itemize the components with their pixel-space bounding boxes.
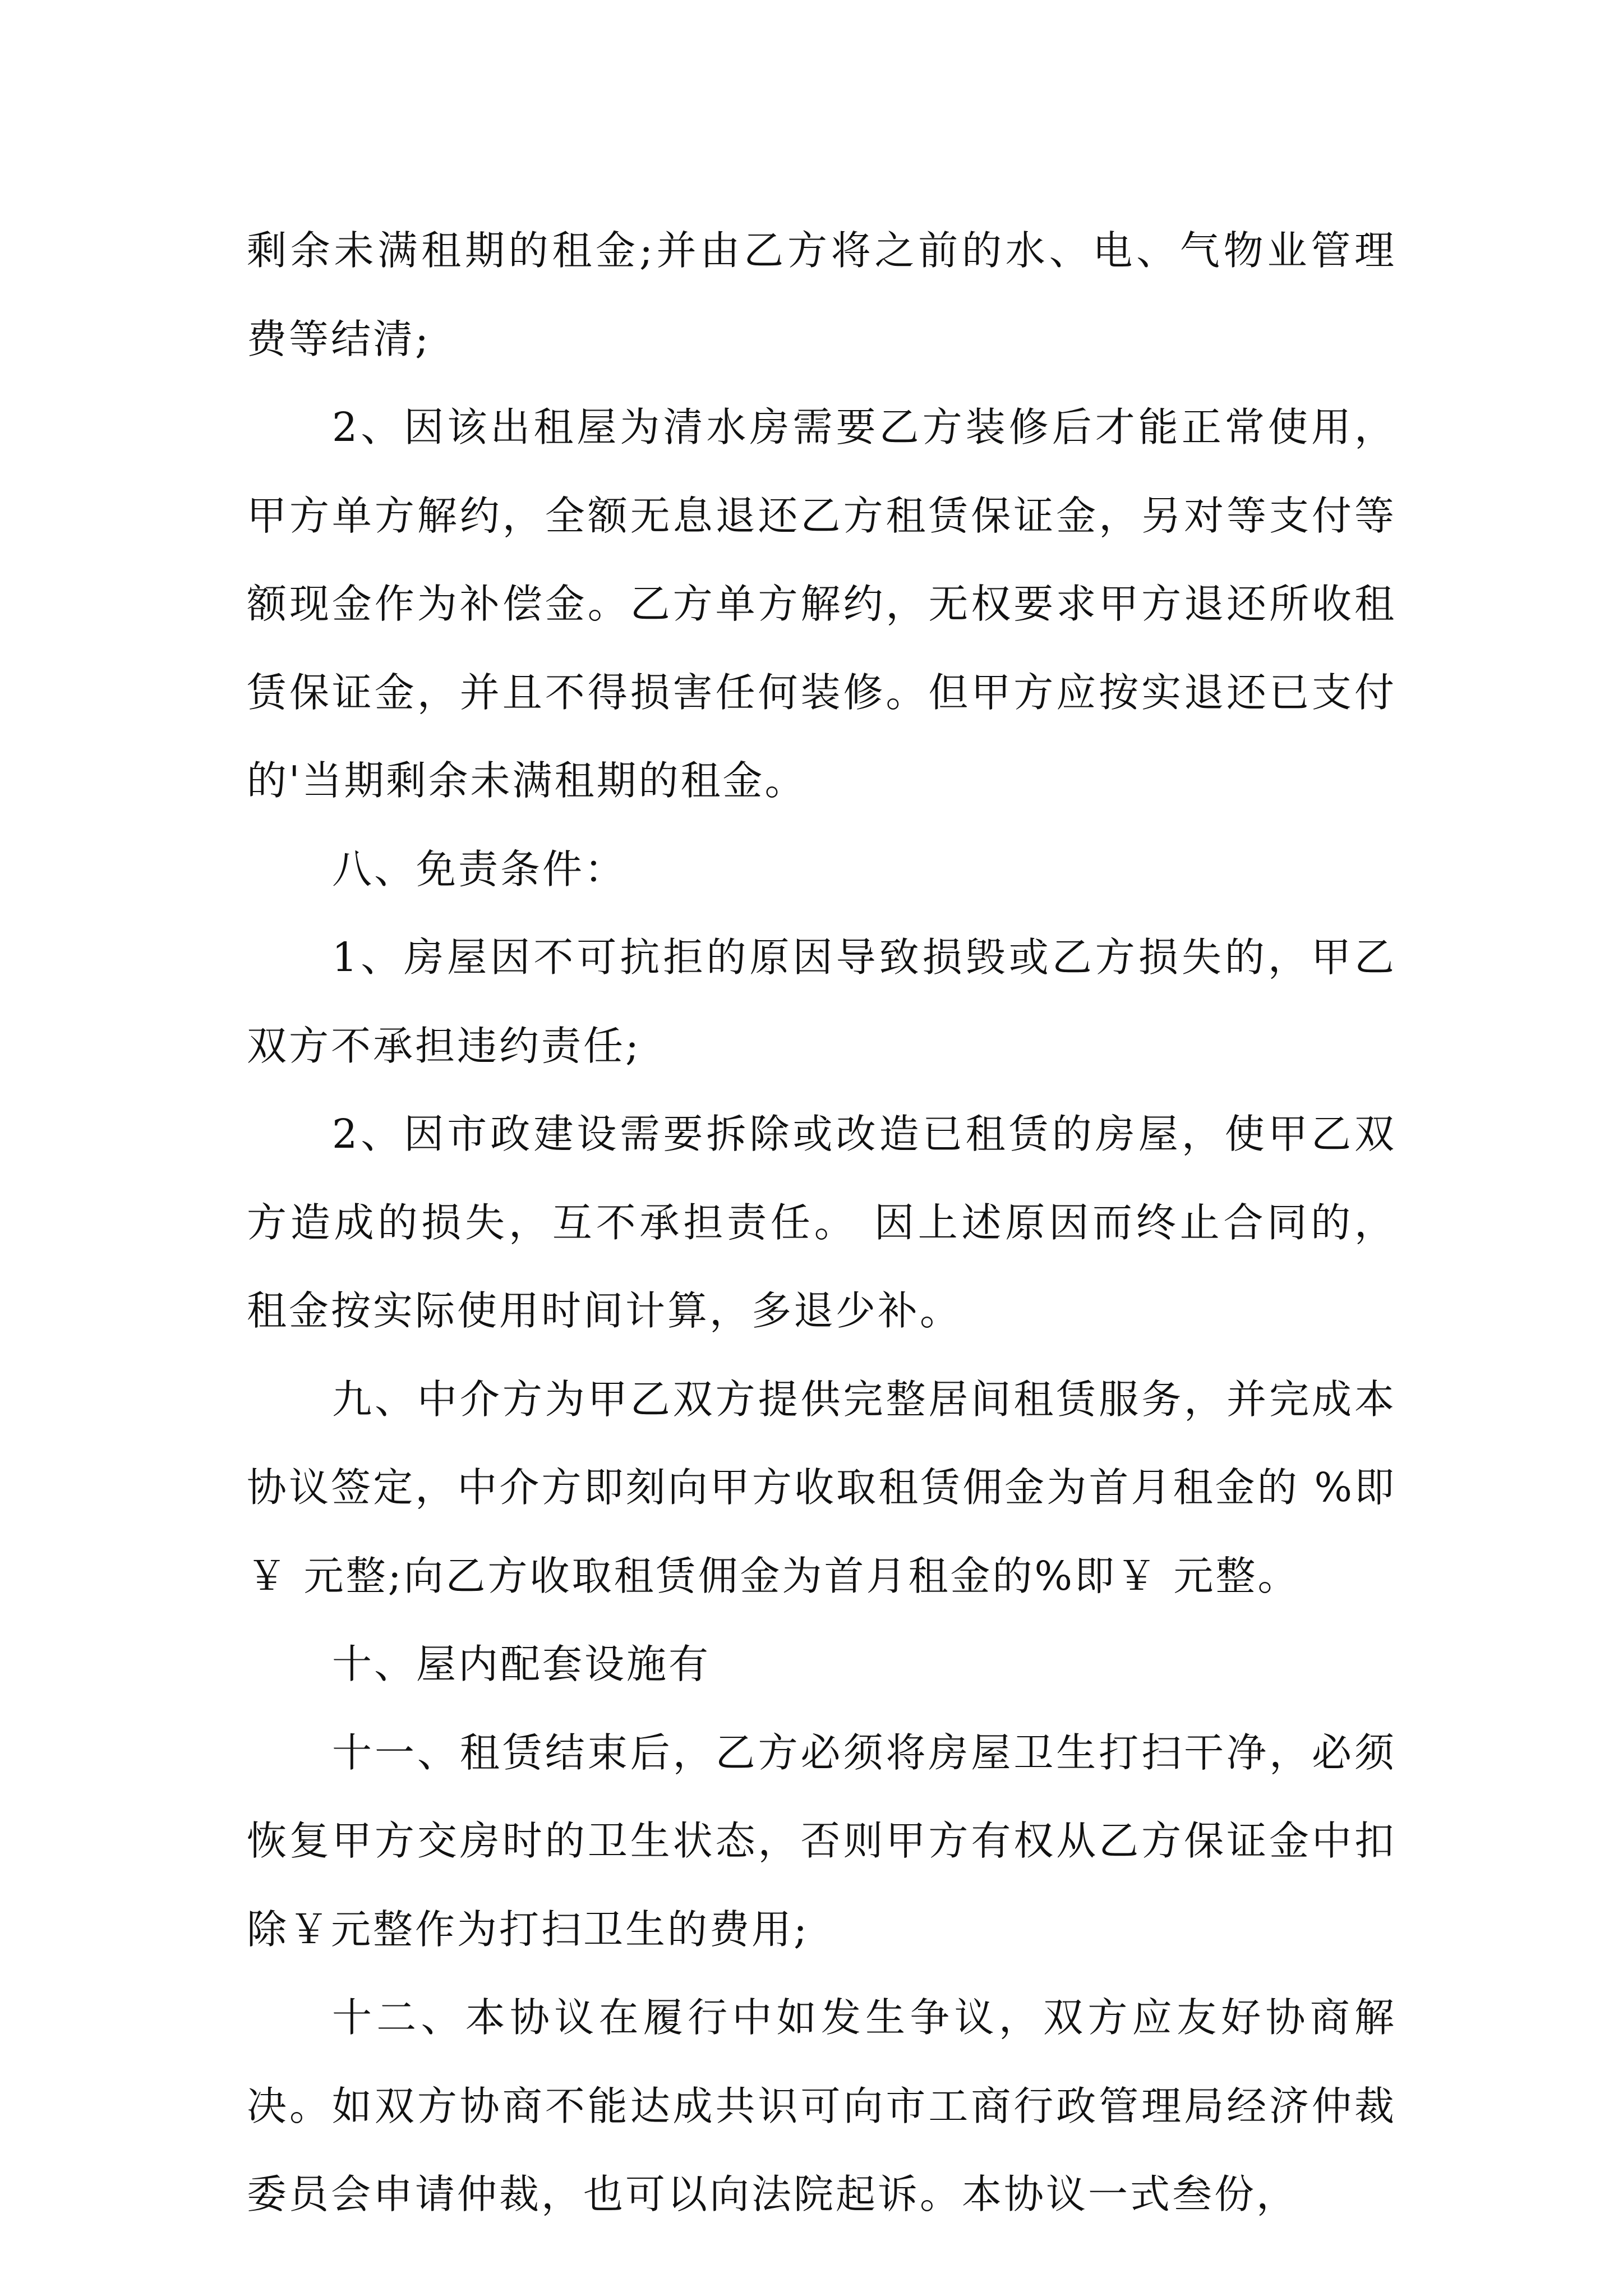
section-heading-8: 八、免责条件： [332,845,627,892]
paragraph-continuation: 剩余未满租期的租金;并由乙方将之前的水、电、气物业管理费等结清; [247,227,1396,362]
paragraph-clause-12: 十二、本协议在履行中如发生争议，双方应友好协商解决。如双方协商不能达成共识可向市工商行政管理局经济仲裁委员会申请仲裁，也可以向法院起诉。本协议一式叁份， [247,1994,1396,2217]
paragraph-clause-9: 九、中介方为甲乙双方提供完整居间租赁服务，并完成本协议签定，中介方即刻向甲方收取租赁佣金为首月租金的 %即￥ 元整;向乙方收取租赁佣金为首月租金的%即￥ 元整。 [247,1375,1396,1599]
document-body [247,206,1396,2239]
paragraph-clause-8-2: 2、因市政建设需要拆除或改造已租赁的房屋，使甲乙双方造成的损失，互不承担责任。 因上述原因而终止合同的，租金按实际使用时间计算，多退少补。 [247,1111,1396,1334]
paragraph-clause-10: 十、屋内配套设施有 [332,1641,711,1687]
paragraph-clause-8-1: 1、房屋因不可抗拒的原因导致损毁或乙方损失的，甲乙双方不承担违约责任; [247,934,1396,1069]
paragraph-clause-7-2: 2、因该出租屋为清水房需要乙方装修后才能正常使用，甲方单方解约，全额无息退还乙方租赁保证金，另对等支付等额现金作为补偿金。乙方单方解约，无权要求甲方退还所收租赁保证金，并且不得损害任何装修。但甲方应按实退还已支付的'当期剩余未满租期的租金。 [247,404,1396,804]
paragraph-clause-11: 十一、租赁结束后，乙方必须将房屋卫生打扫干净，必须恢复甲方交房时的卫生状态，否则甲方有权从乙方保证金中扣除￥元整作为打扫卫生的费用; [247,1729,1396,1953]
